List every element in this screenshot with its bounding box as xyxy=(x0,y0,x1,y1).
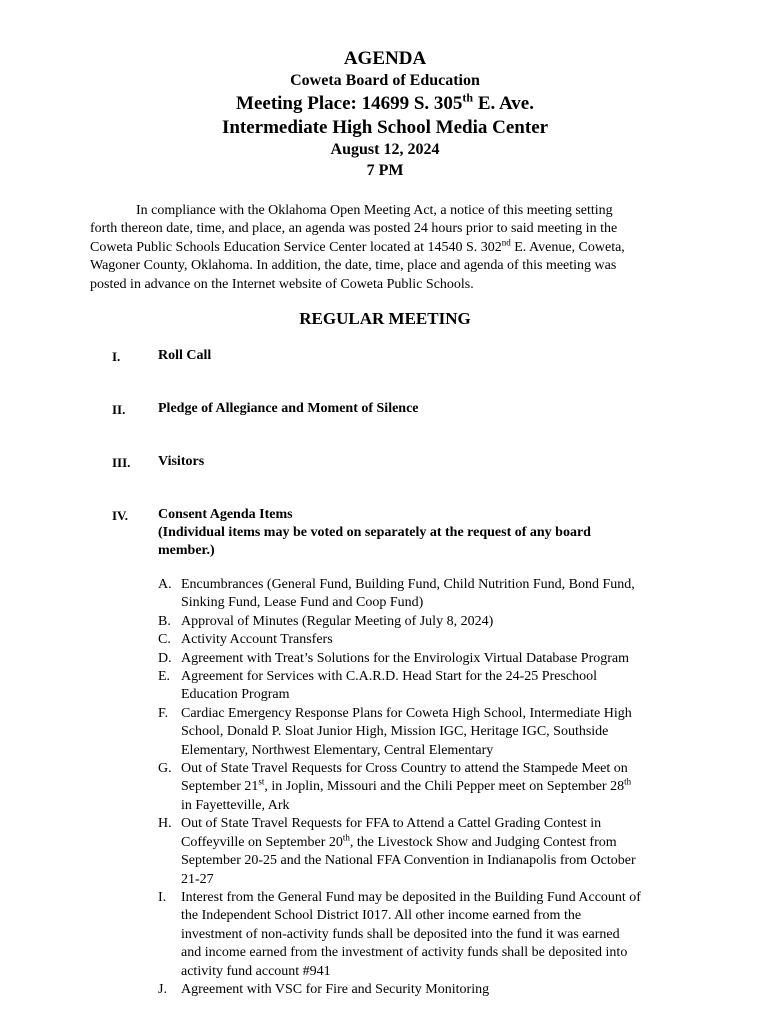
item-text-part: Coffeyville on September 20 xyxy=(181,834,343,850)
list-item xyxy=(158,981,698,999)
ordinal-suffix: st xyxy=(258,776,265,787)
agenda-title: AGENDA xyxy=(343,48,427,69)
consent-agenda-note xyxy=(158,524,638,560)
section-number: IV. xyxy=(112,508,129,523)
section-title-consent-agenda: Consent Agenda Items xyxy=(158,507,293,522)
item-text: in Fayetteville, Ark xyxy=(181,797,290,813)
item-text: Approval of Minutes (Regular Meeting of July 8, 2024) xyxy=(181,613,494,629)
list-item xyxy=(158,650,698,668)
intro-line3-prefix: Coweta Public Schools Education Service Center located at 14540 S. 302 xyxy=(90,239,502,255)
meeting-time: 7 PM xyxy=(366,162,404,179)
meeting-place-suffix: E. Ave. xyxy=(473,93,534,114)
board-name: Coweta Board of Education xyxy=(290,72,480,89)
item-text: Encumbrances (General Fund, Building Fund, Child Nutrition Fund, Bond Fund, xyxy=(181,577,635,592)
item-text: Out of State Travel Requests for Cross Country to attend the Stampede Meet on xyxy=(181,761,628,777)
section-title-roll-call: Roll Call xyxy=(158,348,212,363)
section-number: II. xyxy=(112,402,126,417)
item-letter: E. xyxy=(158,669,171,685)
item-letter: J. xyxy=(158,981,167,997)
item-text: Education Program xyxy=(181,687,290,703)
intro-line3-suffix: E. Avenue, Coweta, xyxy=(510,239,625,255)
list-item xyxy=(158,815,698,889)
item-text-part: , in Joplin, Missouri and the Chili Pepper meet on September 28 xyxy=(264,779,625,795)
item-text: Agreement with VSC for Fire and Security Monitoring xyxy=(181,981,490,997)
item-text: and income earned from the investment of activity funds shall be deposited into xyxy=(181,945,628,961)
intro-line: forth thereon date, time, and place, an agenda was posted 24 hours prior to said meeting in the xyxy=(90,221,618,237)
ordinal-suffix: th xyxy=(624,776,632,787)
intro-line: Wagoner County, Oklahoma. In addition, the date, time, place and agenda of this meeting was xyxy=(90,258,617,274)
section-title-visitors: Visitors xyxy=(158,454,205,469)
item-text: 21-27 xyxy=(181,871,214,887)
item-text: investment of non-activity funds shall be deposited into the fund it was earned xyxy=(181,926,620,942)
section-number: III. xyxy=(112,455,131,470)
item-text: Elementary, Northwest Elementary, Central Elementary xyxy=(181,742,494,758)
item-letter: B. xyxy=(158,613,171,629)
item-letter: F. xyxy=(158,705,169,721)
note-line: member.) xyxy=(158,543,215,558)
list-item xyxy=(158,760,698,815)
intro-line: In compliance with the Oklahoma Open Meeting Act, a notice of this meeting setting xyxy=(136,203,613,218)
note-line: (Individual items may be voted on separately at the request of any board xyxy=(158,525,591,540)
item-text: Interest from the General Fund may be deposited in the Building Fund Account of xyxy=(181,889,641,905)
item-letter: G. xyxy=(158,761,172,777)
item-text xyxy=(181,834,698,852)
meeting-place-prefix: Meeting Place: 14699 S. 305 xyxy=(236,93,463,114)
meeting-location: Intermediate High School Media Center xyxy=(221,117,549,138)
meeting-place xyxy=(0,90,770,115)
list-item xyxy=(158,631,698,649)
section-title-pledge: Pledge of Allegiance and Moment of Silence xyxy=(158,401,419,416)
intro-line xyxy=(90,239,680,257)
item-text: School, Donald P. Sloat Junior High, Mission IGC, Heritage IGC, Southside xyxy=(181,724,609,740)
regular-meeting-heading: REGULAR MEETING xyxy=(299,309,471,328)
item-text: Agreement with Treat’s Solutions for the Envirologix Virtual Database Program xyxy=(181,650,629,666)
meeting-date: August 12, 2024 xyxy=(330,141,440,158)
meeting-place-ordinal: th xyxy=(462,90,474,105)
intro-line3-ordinal: nd xyxy=(501,237,511,248)
list-item xyxy=(158,889,698,981)
item-text: activity fund account #941 xyxy=(181,963,331,979)
section-number: I. xyxy=(112,349,121,364)
item-text xyxy=(181,778,698,796)
item-text: Agreement for Services with C.A.R.D. Head Start for the 24-25 Preschool xyxy=(181,669,598,685)
item-letter: H. xyxy=(158,816,172,832)
item-text: Activity Account Transfers xyxy=(181,632,333,648)
list-item xyxy=(158,576,698,613)
intro-line: posted in advance on the Internet website of Coweta Public Schools. xyxy=(90,276,474,292)
item-letter: I. xyxy=(158,889,167,905)
item-letter: A. xyxy=(158,577,172,592)
item-text: September 20-25 and the National FFA Convention in Indianapolis from October xyxy=(181,853,636,869)
item-text-part: , the Livestock Show and Judging Contest from xyxy=(349,834,617,850)
compliance-paragraph xyxy=(90,202,680,294)
list-item xyxy=(158,613,698,631)
item-text: the Independent School District I017. All other income earned from the xyxy=(181,908,582,924)
list-item xyxy=(158,668,698,705)
list-item xyxy=(158,705,698,760)
item-text: Sinking Fund, Lease Fund and Coop Fund) xyxy=(181,595,424,611)
ordinal-suffix: th xyxy=(342,832,350,843)
item-letter: C. xyxy=(158,632,171,648)
consent-items-list xyxy=(158,576,698,999)
item-text-part: September 21 xyxy=(181,779,259,795)
item-letter: D. xyxy=(158,650,172,666)
item-text: Out of State Travel Requests for FFA to Attend a Cattel Grading Contest in xyxy=(181,816,602,832)
item-text: Cardiac Emergency Response Plans for Coweta High School, Intermediate High xyxy=(181,705,632,721)
